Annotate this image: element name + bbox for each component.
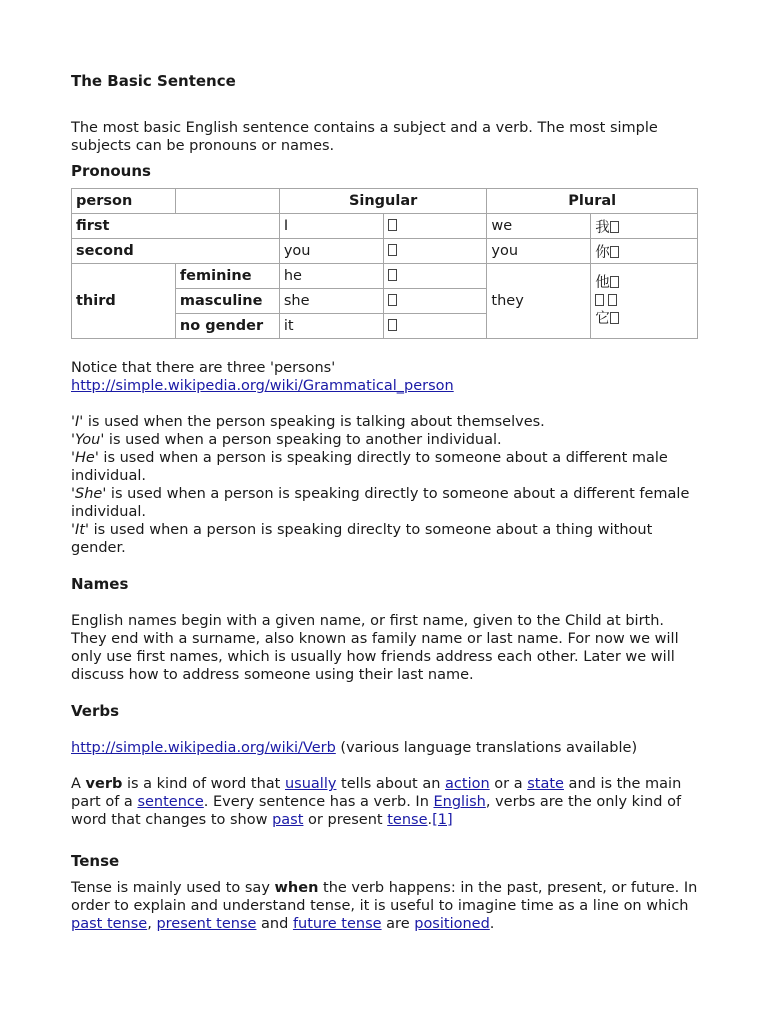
cell-plural-chinese: [591, 214, 698, 239]
cell-singular-glyph: [383, 239, 487, 264]
verb-wiki-link[interactable]: http://simple.wikipedia.org/wiki/Verb: [71, 740, 336, 756]
missing-glyph-icon: [388, 319, 397, 331]
chinese-char: 我: [595, 219, 610, 236]
cell-gender-masculine: masculine: [175, 289, 279, 314]
state-link[interactable]: state: [527, 776, 564, 792]
grammatical-person-link[interactable]: http://simple.wikipedia.org/wiki/Grammatical_person: [71, 378, 454, 394]
reference-link[interactable]: [1]: [432, 812, 453, 828]
missing-glyph-icon: [610, 312, 619, 324]
verb-link-note: (various language translations available): [335, 740, 638, 756]
intro-paragraph: The most basic English sentence contains a subject and a verb. The most simple subjects can be pronouns or names.: [71, 120, 658, 154]
past-tense-link[interactable]: past tense: [71, 916, 148, 932]
missing-glyph-icon: [610, 246, 619, 258]
text: and is the main part of a: [71, 776, 682, 810]
usage-text: ' is used when a person is speaking direclty to someone about a thing without gender.: [71, 522, 653, 556]
tense-definition-paragraph: [71, 879, 701, 933]
future-tense-link[interactable]: future tense: [292, 916, 382, 932]
text: is a kind of word that: [122, 776, 285, 792]
cell-singular-glyph: [383, 264, 487, 289]
usage-word: I: [75, 414, 80, 430]
usage-i: 'I' is used when the person speaking is talking about themselves.: [71, 414, 545, 430]
chinese-char: 它: [595, 311, 610, 327]
text: and: [256, 916, 293, 932]
cell-person-first: first: [72, 214, 280, 239]
missing-glyph-icon: [610, 276, 619, 288]
sentence-link[interactable]: sentence: [137, 794, 204, 810]
missing-glyph-icon: [610, 221, 619, 233]
names-heading: Names: [71, 575, 129, 593]
cell-plural-they: they: [487, 264, 591, 339]
usage-you: 'You' is used when a person speaking to another individual.: [71, 432, 502, 448]
verb-definition-paragraph: [71, 775, 701, 829]
table-cell: [175, 189, 279, 214]
cell-gender-feminine: feminine: [175, 264, 279, 289]
usage-she: 'She' is used when a person is speaking directly to someone about a different female individual.: [71, 486, 690, 520]
text: Tense is mainly used to say: [71, 880, 275, 896]
text: .: [427, 812, 433, 828]
table-row: [72, 214, 698, 239]
text: the verb happens: in the past, present, or future. In order to explain and understand tense, it is useful to imagine time as a line on which: [71, 880, 698, 914]
chinese-line: [595, 274, 693, 292]
text: or a: [489, 776, 528, 792]
text: or present: [303, 812, 388, 828]
usage-text: ' is used when a person is speaking directly to someone about a different female individual.: [71, 486, 690, 520]
usage-word: It: [75, 522, 85, 538]
table-row: [72, 264, 698, 289]
header-person: person: [72, 189, 176, 214]
cell-singular: he: [279, 264, 383, 289]
text: ,: [147, 916, 157, 932]
missing-glyph-icon: [608, 294, 617, 306]
cell-plural-chinese: [591, 239, 698, 264]
tense-link[interactable]: tense: [387, 812, 428, 828]
missing-glyph-icon: [595, 294, 604, 306]
chinese-char: 你: [595, 244, 610, 261]
english-link[interactable]: English: [433, 794, 486, 810]
notice-paragraph: [71, 359, 701, 395]
pronouns-heading: Pronouns: [71, 162, 151, 180]
usage-it: 'It' is used when a person is speaking direclty to someone about a thing without gender.: [71, 522, 653, 556]
chinese-line: [595, 292, 693, 310]
past-link[interactable]: past: [272, 812, 304, 828]
cell-singular: I: [279, 214, 383, 239]
missing-glyph-icon: [388, 219, 397, 231]
cell-plural: we: [487, 214, 591, 239]
cell-singular: she: [279, 289, 383, 314]
chinese-line: [595, 310, 693, 328]
cell-plural-chinese-stack: [591, 264, 698, 339]
cell-person-second: second: [72, 239, 280, 264]
cell-person-third: third: [72, 264, 176, 339]
chinese-char: 他: [595, 275, 610, 291]
text: tells about an: [336, 776, 446, 792]
cell-gender-none: no gender: [175, 314, 279, 339]
table-row: [72, 189, 698, 214]
header-singular: Singular: [279, 189, 487, 214]
positioned-link[interactable]: positioned: [414, 916, 490, 932]
cell-singular-glyph: [383, 214, 487, 239]
pronouns-table: [71, 188, 698, 339]
usage-he: 'He' is used when a person is speaking directly to someone about a different male individual.: [71, 450, 668, 484]
notice-text: Notice that there are three 'persons': [71, 360, 336, 376]
usage-word: She: [75, 486, 103, 502]
missing-glyph-icon: [388, 294, 397, 306]
page-title: The Basic Sentence: [71, 72, 236, 90]
verb-bold: verb: [85, 776, 123, 792]
when-bold: when: [274, 880, 319, 896]
cell-singular: it: [279, 314, 383, 339]
pronoun-usage-block: [71, 413, 701, 557]
table-row: [72, 239, 698, 264]
cell-plural: you: [487, 239, 591, 264]
header-plural: Plural: [487, 189, 698, 214]
tense-heading: Tense: [71, 852, 120, 870]
text: A: [71, 776, 86, 792]
cell-singular-glyph: [383, 289, 487, 314]
missing-glyph-icon: [388, 244, 397, 256]
usage-text: ' is used when a person speaking to another individual.: [100, 432, 502, 448]
cell-singular-glyph: [383, 314, 487, 339]
names-paragraph: English names begin with a given name, or first name, given to the Child at birth. They end with a surname, also known as family name or last name. For now we will only use first names, which is usually how friends address each other. Later we will discuss how to address someone using their last name.: [71, 613, 679, 683]
cell-singular: you: [279, 239, 383, 264]
missing-glyph-icon: [388, 269, 397, 281]
usage-word: He: [75, 450, 95, 466]
present-tense-link[interactable]: present tense: [156, 916, 257, 932]
usage-text: ' is used when the person speaking is talking about themselves.: [79, 414, 545, 430]
usually-link[interactable]: usually: [284, 776, 337, 792]
text: . Every sentence has a verb. In: [203, 794, 434, 810]
verb-link-paragraph: [71, 739, 701, 757]
verbs-heading: Verbs: [71, 702, 120, 720]
text: are: [381, 916, 415, 932]
text: .: [489, 916, 495, 932]
usage-word: You: [75, 432, 101, 448]
text: , verbs are the only kind of word that changes to show: [71, 794, 682, 828]
usage-text: ' is used when a person is speaking directly to someone about a different male individual.: [71, 450, 668, 484]
action-link[interactable]: action: [445, 776, 490, 792]
